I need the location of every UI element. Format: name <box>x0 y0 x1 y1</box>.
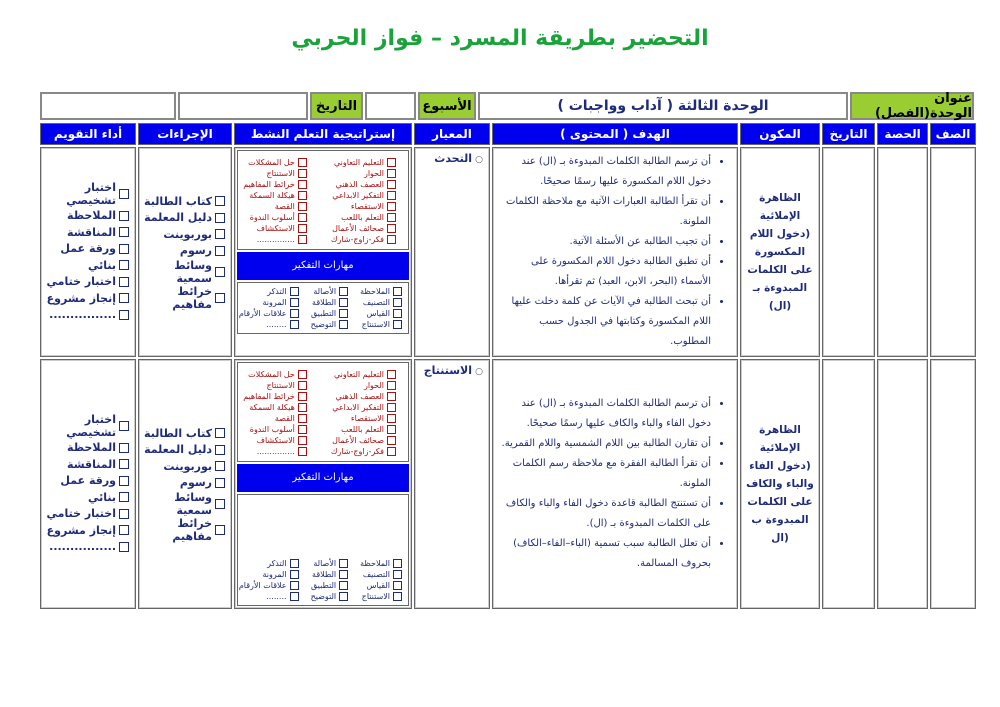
checkbox-icon[interactable] <box>339 287 348 296</box>
strategy-cell <box>234 147 412 357</box>
checkbox-icon[interactable] <box>298 425 307 434</box>
checkbox-icon[interactable] <box>215 461 225 471</box>
checkbox-icon[interactable] <box>387 381 396 390</box>
checkbox-item[interactable]: التفكير الابداعي <box>331 190 396 201</box>
checkbox-item[interactable]: الاستقصاء <box>331 201 396 212</box>
checkbox-icon[interactable] <box>298 403 307 412</box>
checkbox-item[interactable]: رسوم <box>139 243 225 260</box>
checkbox-icon[interactable] <box>119 310 129 320</box>
column-header: الصف <box>930 123 976 145</box>
checkbox-item[interactable]: العصف الذهني <box>331 391 396 402</box>
checkbox-item[interactable]: التطبيق <box>311 580 349 591</box>
checkbox-item[interactable]: فكر-زاوج-شارك <box>331 446 396 457</box>
date-cell[interactable] <box>822 147 875 357</box>
checkbox-item[interactable]: خرائط المفاهيم <box>243 391 307 402</box>
checkbox-item[interactable]: إنجاز مشروع <box>41 290 129 307</box>
checkbox-icon[interactable] <box>298 381 307 390</box>
checkbox-icon[interactable] <box>290 320 299 329</box>
class-cell[interactable] <box>930 147 976 357</box>
checkbox-icon[interactable] <box>298 158 307 167</box>
checkbox-icon[interactable] <box>119 492 129 502</box>
strategy-cell <box>234 359 412 609</box>
checkbox-icon[interactable] <box>119 525 129 535</box>
page-title: التحضير بطريقة المسرد – فواز الحربي <box>291 26 709 51</box>
checkbox-icon[interactable] <box>215 267 225 277</box>
checkbox-item[interactable]: اختبار تشخيصي <box>41 413 129 439</box>
checkbox-icon[interactable] <box>119 189 129 199</box>
checkbox-icon[interactable] <box>393 320 402 329</box>
checkbox-item[interactable]: دليل المعلمة <box>139 210 225 227</box>
checkbox-item[interactable]: إنجاز مشروع <box>41 522 129 539</box>
objective-item: • أن تقارن الطالبة بين اللام الشمسية واللام القمرية. <box>499 434 711 454</box>
checkbox-item[interactable]: التفكير الابداعي <box>331 402 396 413</box>
checkbox-item[interactable]: التوضيح <box>311 591 349 602</box>
checkbox-icon[interactable] <box>290 309 299 318</box>
checkbox-icon[interactable] <box>298 392 307 401</box>
objectives-cell <box>492 147 738 357</box>
table-row <box>40 359 976 609</box>
component-cell: الظاهرة الإملائية (دخول اللام المكسورة على الكلمات المبدوءة بـ (ال) <box>740 147 820 357</box>
objective-item: • أن تطبق الطالبة دخول اللام المكسورة على الأسماء (البحر، الابن، العبد) ثم تقرأها. <box>499 252 711 292</box>
checkbox-icon[interactable] <box>339 309 348 318</box>
checkbox-item[interactable]: ورقة عمل <box>41 472 129 489</box>
checkbox-item[interactable]: القياس <box>360 308 402 319</box>
checkbox-icon[interactable] <box>339 581 348 590</box>
objective-item: • أن ترسم الطالبة الكلمات المبدوءة بـ (ال) عند دخول الفاء والباء والكاف عليها رسمًا صحيحًا. <box>499 394 711 434</box>
checkbox-icon[interactable] <box>393 559 402 568</box>
checkbox-icon[interactable] <box>298 414 307 423</box>
checkbox-icon[interactable] <box>119 260 129 270</box>
checkbox-item[interactable]: الملاحظة <box>41 439 129 456</box>
checkbox-icon[interactable] <box>119 459 129 469</box>
checkbox-item[interactable]: التصنيف <box>360 297 402 308</box>
checkbox-item[interactable]: الطلاقة <box>311 297 349 308</box>
checkbox-icon[interactable] <box>290 592 299 601</box>
checkbox-item[interactable]: بنائي <box>41 489 129 506</box>
checkbox-item[interactable]: خرائط المفاهيم <box>243 179 307 190</box>
checkbox-item[interactable]: التعلم باللعب <box>331 212 396 223</box>
objective-item: • أن تستنتج الطالبة قاعدة دخول الفاء والباء والكاف على الكلمات المبدوءة بـ (ال). <box>499 494 711 534</box>
column-header: الحصة <box>877 123 928 145</box>
checkbox-icon[interactable] <box>215 525 225 535</box>
checkbox-icon[interactable] <box>215 445 225 455</box>
checkbox-item[interactable]: صحائف الأعمال <box>331 223 396 234</box>
checkbox-icon[interactable] <box>393 592 402 601</box>
checkbox-item[interactable]: القصة <box>243 201 307 212</box>
checkbox-icon[interactable] <box>298 235 307 244</box>
checkbox-icon[interactable] <box>215 293 225 303</box>
checkbox-icon[interactable] <box>298 180 307 189</box>
checkbox-item[interactable]: الحوار <box>331 168 396 179</box>
checkbox-item[interactable]: حل المشكلات <box>243 157 307 168</box>
checkbox-item[interactable]: القياس <box>360 580 402 591</box>
checkbox-icon[interactable] <box>387 180 396 189</box>
checkbox-icon[interactable] <box>119 244 129 254</box>
checkbox-item[interactable]: اختبار ختامي <box>41 505 129 522</box>
checkbox-item[interactable]: الطلاقة <box>311 569 349 580</box>
checkbox-item[interactable]: دليل المعلمة <box>139 442 225 459</box>
checkbox-icon[interactable] <box>387 447 396 456</box>
procedures-cell <box>138 359 232 609</box>
checkbox-item[interactable]: المناقشة <box>41 456 129 473</box>
column-header: أداء التقويم <box>40 123 136 145</box>
checkbox-item[interactable]: علاقات الأرقام <box>239 308 299 319</box>
checkbox-item[interactable]: ................ <box>41 306 129 323</box>
checkbox-icon[interactable] <box>387 392 396 401</box>
checkbox-icon[interactable] <box>393 570 402 579</box>
column-header: التاريخ <box>822 123 875 145</box>
date-cell[interactable] <box>822 359 875 609</box>
checkbox-item[interactable]: ورقة عمل <box>41 240 129 257</box>
column-header: المعيار <box>414 123 490 145</box>
checkbox-icon[interactable] <box>215 478 225 488</box>
checkbox-item[interactable]: صحائف الأعمال <box>331 435 396 446</box>
checkbox-item[interactable]: ............... <box>243 446 307 457</box>
checkbox-item[interactable]: الاستنتاج <box>360 319 402 330</box>
checkbox-icon[interactable] <box>298 213 307 222</box>
checkbox-item[interactable]: التطبيق <box>311 308 349 319</box>
checkbox-icon[interactable] <box>339 559 348 568</box>
checkbox-item[interactable]: بنائي <box>41 257 129 274</box>
checkbox-icon[interactable] <box>387 202 396 211</box>
checkbox-item[interactable]: هيكلة السمكة <box>243 190 307 201</box>
column-header: إستراتيجية التعلم النشط <box>234 123 412 145</box>
checkbox-item[interactable]: العصف الذهني <box>331 179 396 190</box>
checkbox-item[interactable]: التعليم التعاوني <box>331 369 396 380</box>
evaluation-cell <box>40 147 136 357</box>
checkbox-icon[interactable] <box>298 436 307 445</box>
checkbox-item[interactable]: الاستكشاف <box>243 435 307 446</box>
strategies-box <box>237 150 409 250</box>
objective-item: • أن تجيب الطالبة عن الأسئلة الآتية. <box>499 232 711 252</box>
objective-item: • أن تقرأ الطالبة الفقرة مع ملاحظة رسم الكلمات الملونة. <box>499 454 711 494</box>
checkbox-icon[interactable] <box>290 570 299 579</box>
checkbox-item[interactable]: الملاحظة <box>360 558 402 569</box>
table-row <box>40 147 976 357</box>
checkbox-item[interactable]: بوربوينت <box>139 458 225 475</box>
checkbox-item[interactable]: التذكر <box>239 558 299 569</box>
checkbox-item[interactable]: وسائط سمعية <box>139 491 225 517</box>
checkbox-item[interactable]: كتاب الطالبة <box>139 425 225 442</box>
checkbox-item[interactable]: الاستنتاج <box>243 168 307 179</box>
checkbox-item[interactable]: أسلوب الندوة <box>243 212 307 223</box>
checkbox-icon[interactable] <box>298 447 307 456</box>
checkbox-item[interactable]: اختبار ختامي <box>41 273 129 290</box>
checkbox-icon[interactable] <box>119 509 129 519</box>
checkbox-item[interactable]: رسوم <box>139 475 225 492</box>
checkbox-item[interactable]: القصة <box>243 413 307 424</box>
checkbox-icon[interactable] <box>298 224 307 233</box>
component-cell: الظاهرة الإملائية (دخول الفاء والباء والكاف على الكلمات المبدوءة ب (ال <box>740 359 820 609</box>
thinking-skills-box <box>237 282 409 334</box>
checkbox-item[interactable]: الاستنتاج <box>360 591 402 602</box>
checkbox-icon[interactable] <box>387 436 396 445</box>
checkbox-item[interactable]: الاستنتاج <box>243 380 307 391</box>
strategies-box <box>237 362 409 462</box>
checkbox-icon[interactable] <box>215 428 225 438</box>
checkbox-icon[interactable] <box>119 277 129 287</box>
checkbox-icon[interactable] <box>215 196 225 206</box>
checkbox-item[interactable]: الملاحظة <box>41 207 129 224</box>
objective-item: • أن تعلل الطالبة سبب تسمية (الباء–الفاء–الكاف) بحروف المسالمة. <box>499 534 711 574</box>
checkbox-item[interactable]: المرونة <box>239 297 299 308</box>
checkbox-item[interactable]: الاستكشاف <box>243 223 307 234</box>
checkbox-item[interactable]: خرائط مفاهيم <box>139 517 225 543</box>
period-cell[interactable] <box>877 359 928 609</box>
checkbox-icon[interactable] <box>393 309 402 318</box>
checkbox-item[interactable]: أسلوب الندوة <box>243 424 307 435</box>
checkbox-icon[interactable] <box>387 414 396 423</box>
class-cell[interactable] <box>930 359 976 609</box>
checkbox-icon[interactable] <box>393 581 402 590</box>
checkbox-icon[interactable] <box>387 224 396 233</box>
checkbox-icon[interactable] <box>119 293 129 303</box>
date-field[interactable] <box>178 92 308 120</box>
header-row <box>40 92 974 120</box>
checkbox-icon[interactable] <box>215 213 225 223</box>
checkbox-item[interactable]: التذكر <box>239 286 299 297</box>
checkbox-icon[interactable] <box>119 542 129 552</box>
checkbox-icon[interactable] <box>339 320 348 329</box>
checkbox-item[interactable]: حل المشكلات <box>243 369 307 380</box>
checkbox-item[interactable]: كتاب الطالبة <box>139 193 225 210</box>
criterion-cell: ○ الاستنتاج <box>414 359 490 609</box>
checkbox-icon[interactable] <box>339 570 348 579</box>
checkbox-icon[interactable] <box>290 298 299 307</box>
checkbox-item[interactable]: بوربوينت <box>139 226 225 243</box>
radio-icon[interactable]: ○ <box>472 367 483 377</box>
date-label: التاريخ <box>310 92 363 120</box>
objective-item: • أن ترسم الطالبة الكلمات المبدوءة بـ (ال) عند دخول اللام المكسورة عليها رسمًا صحيحًا. <box>499 152 711 192</box>
thinking-skills-box <box>237 494 409 606</box>
checkbox-icon[interactable] <box>387 158 396 167</box>
checkbox-icon[interactable] <box>290 581 299 590</box>
checkbox-item[interactable]: ............... <box>243 234 307 245</box>
checkbox-item[interactable]: ................ <box>41 538 129 555</box>
thinking-skills-bar: مهارات التفكير <box>237 464 409 492</box>
checkbox-item[interactable]: الأصالة <box>311 286 349 297</box>
checkbox-item[interactable]: فكر-زاوج-شارك <box>331 234 396 245</box>
blank-field[interactable] <box>40 92 176 120</box>
checkbox-item[interactable]: هيكلة السمكة <box>243 402 307 413</box>
column-header: المكون <box>740 123 820 145</box>
week-label: الأسبوع <box>418 92 476 120</box>
checkbox-icon[interactable] <box>387 235 396 244</box>
checkbox-icon[interactable] <box>298 169 307 178</box>
checkbox-icon[interactable] <box>290 287 299 296</box>
checkbox-icon[interactable] <box>298 370 307 379</box>
checkbox-item[interactable]: علاقات الأرقام <box>239 580 299 591</box>
criterion-cell: ○ التحدث <box>414 147 490 357</box>
plan-table <box>38 121 978 611</box>
checkbox-icon[interactable] <box>119 443 129 453</box>
evaluation-cell <box>40 359 136 609</box>
checkbox-icon[interactable] <box>215 246 225 256</box>
checkbox-icon[interactable] <box>387 169 396 178</box>
checkbox-icon[interactable] <box>119 211 129 221</box>
checkbox-icon[interactable] <box>119 476 129 486</box>
checkbox-icon[interactable] <box>298 202 307 211</box>
week-field[interactable] <box>365 92 416 120</box>
checkbox-item[interactable]: الاستقصاء <box>331 413 396 424</box>
checkbox-item[interactable]: المرونة <box>239 569 299 580</box>
objective-item: • أن تبحث الطالبة في الآيات عن كلمة دخلت عليها اللام المكسورة وكتابتها في الجدول حسب المطلوب. <box>499 292 711 352</box>
checkbox-icon[interactable] <box>298 191 307 200</box>
checkbox-item[interactable]: ........ <box>239 591 299 602</box>
checkbox-item[interactable]: التعلم باللعب <box>331 424 396 435</box>
checkbox-item[interactable]: خرائط مفاهيم <box>139 285 225 311</box>
objectives-cell <box>492 359 738 609</box>
objective-item: • أن تقرأ الطالبة العبارات الآتية مع ملاحظة الكلمات الملونة. <box>499 192 711 232</box>
column-header: الهدف ( المحتوى ) <box>492 123 738 145</box>
checkbox-item[interactable]: التوضيح <box>311 319 349 330</box>
thinking-skills-bar: مهارات التفكير <box>237 252 409 280</box>
checkbox-item[interactable]: الحوار <box>331 380 396 391</box>
checkbox-icon[interactable] <box>119 421 129 431</box>
checkbox-item[interactable]: المناقشة <box>41 224 129 241</box>
checkbox-icon[interactable] <box>119 227 129 237</box>
checkbox-icon[interactable] <box>215 499 225 509</box>
checkbox-icon[interactable] <box>290 559 299 568</box>
checkbox-item[interactable]: الملاحظة <box>360 286 402 297</box>
procedures-cell <box>138 147 232 357</box>
checkbox-icon[interactable] <box>387 213 396 222</box>
unit-label: عنوان الوحدة(الفصل) <box>850 92 974 120</box>
checkbox-icon[interactable] <box>387 425 396 434</box>
checkbox-item[interactable]: وسائط سمعية <box>139 259 225 285</box>
checkbox-icon[interactable] <box>339 298 348 307</box>
checkbox-item[interactable]: الأصالة <box>311 558 349 569</box>
checkbox-item[interactable]: التصنيف <box>360 569 402 580</box>
period-cell[interactable] <box>877 147 928 357</box>
checkbox-icon[interactable] <box>215 229 225 239</box>
checkbox-icon[interactable] <box>387 403 396 412</box>
checkbox-item[interactable]: التعليم التعاوني <box>331 157 396 168</box>
checkbox-icon[interactable] <box>339 592 348 601</box>
unit-value-field[interactable]: الوحدة الثالثة ( آداب وواجبات ) <box>478 92 848 120</box>
checkbox-icon[interactable] <box>393 287 402 296</box>
checkbox-icon[interactable] <box>387 370 396 379</box>
checkbox-icon[interactable] <box>387 191 396 200</box>
checkbox-item[interactable]: اختبار تشخيصي <box>41 181 129 207</box>
checkbox-icon[interactable] <box>393 298 402 307</box>
radio-icon[interactable]: ○ <box>472 155 483 165</box>
checkbox-item[interactable]: ........ <box>239 319 299 330</box>
column-header: الإجراءات <box>138 123 232 145</box>
